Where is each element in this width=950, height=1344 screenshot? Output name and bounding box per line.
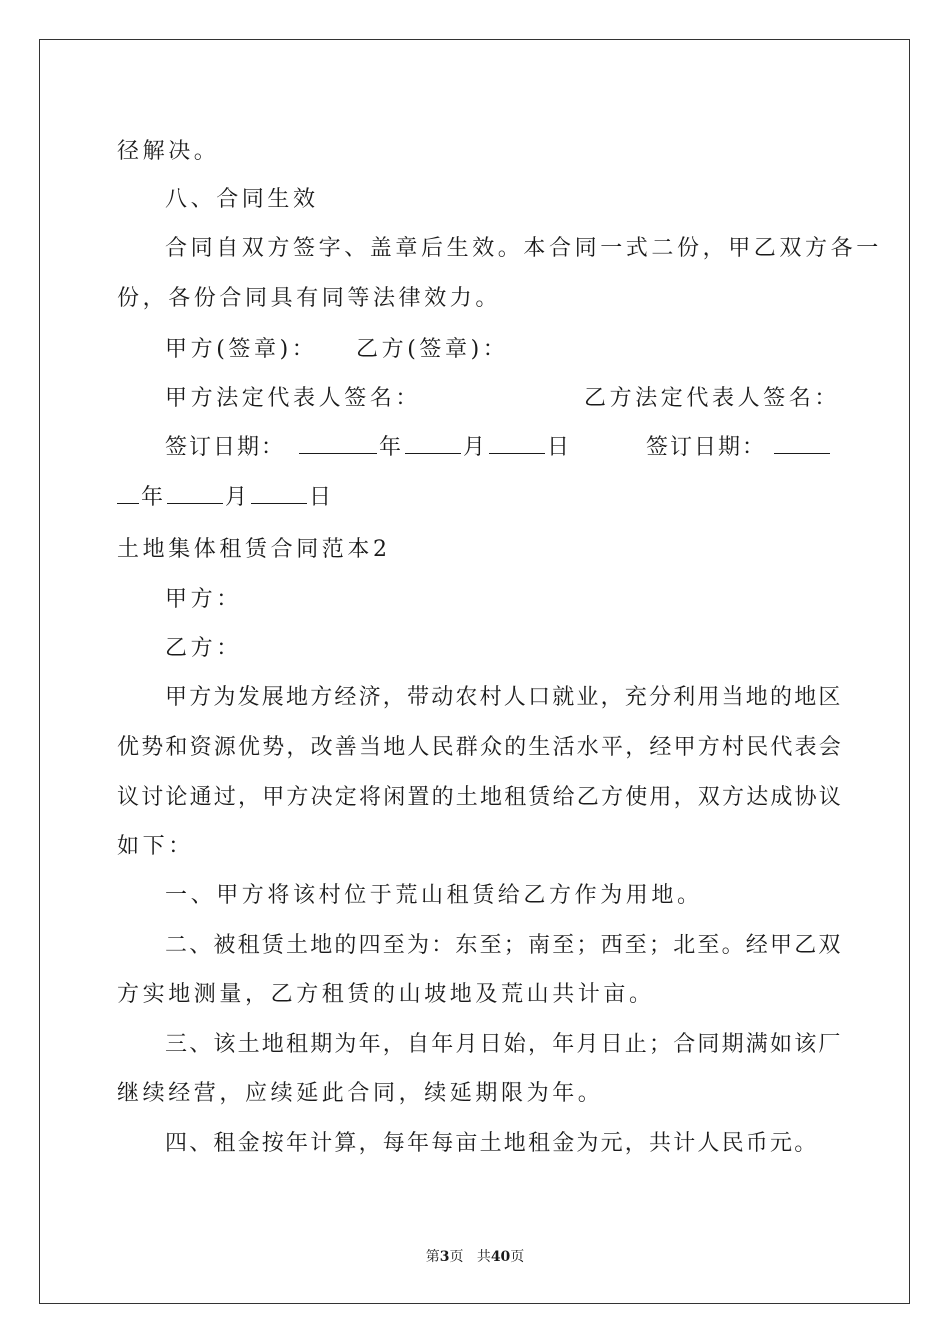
total-prefix: 共	[476, 1249, 491, 1265]
date-label: 签订日期：	[165, 435, 286, 460]
text-line: 如下：	[117, 834, 194, 859]
party-a-date-line	[165, 433, 571, 463]
party-a-signature-label: 甲方(签章)：	[165, 337, 318, 362]
text-line: 方实地测量，乙方租赁的山坡地及荒山共计亩。	[117, 982, 655, 1007]
party-b-label: 乙方：	[165, 636, 242, 661]
day-blank[interactable]	[489, 433, 545, 454]
total-suffix: 页	[510, 1249, 525, 1265]
text-line: 份，各份合同具有同等法律效力。	[117, 286, 502, 311]
clause-2: 二、被租赁土地的四至为：东至；南至；西至；北至。经甲乙双	[165, 933, 843, 958]
party-b-date-line	[646, 433, 832, 463]
year-label: 年	[379, 435, 404, 460]
day-label: 日	[547, 435, 572, 460]
text-line: 继续经营，应续延此合同，续延期限为年。	[117, 1081, 604, 1106]
page-prefix: 第	[425, 1249, 440, 1265]
section-heading: 八、合同生效	[165, 187, 319, 212]
party-a-label: 甲方：	[165, 587, 242, 612]
text-line: 合同自双方签字、盖章后生效。本合同一式二份，甲乙双方各一	[165, 236, 882, 261]
total-pages: 40	[490, 1249, 511, 1265]
month-blank[interactable]	[405, 433, 461, 454]
document-title: 土地集体租赁合同范本2	[117, 537, 391, 562]
text-line: 优势和资源优势，改善当地人民群众的生活水平，经甲方村民代表会	[117, 735, 844, 760]
party-b-representative-label: 乙方法定代表人签名：	[584, 386, 841, 411]
party-b-date-continuation	[117, 483, 333, 513]
month-label: 月	[463, 435, 488, 460]
page-footer	[0, 1247, 950, 1267]
clause-3: 三、该土地租期为年，自年月日始，年月日止；合同期满如该厂	[165, 1032, 843, 1057]
text-line: 甲方为发展地方经济，带动农村人口就业，充分利用当地的地区	[165, 685, 843, 710]
text-line: 议讨论通过，甲方决定将闲置的土地租赁给乙方使用，双方达成协议	[117, 785, 844, 810]
year-blank-end[interactable]	[117, 483, 139, 504]
party-a-representative-label: 甲方法定代表人签名：	[165, 386, 422, 411]
page-suffix: 页	[449, 1249, 464, 1265]
date-label: 签订日期：	[646, 435, 767, 460]
day-label: 日	[309, 485, 334, 510]
month-label: 月	[225, 485, 250, 510]
party-b-signature-label: 乙方(签章)：	[356, 337, 509, 362]
day-blank[interactable]	[251, 483, 307, 504]
month-blank[interactable]	[167, 483, 223, 504]
clause-1: 一、甲方将该村位于荒山租赁给乙方作为用地。	[165, 883, 703, 908]
text-line: 径解决。	[117, 139, 220, 164]
page-border	[39, 39, 910, 1304]
page-number: 3	[439, 1249, 450, 1265]
clause-4: 四、租金按年计算，每年每亩土地租金为元，共计人民币元。	[165, 1131, 819, 1156]
year-blank[interactable]	[299, 433, 377, 454]
year-label: 年	[141, 485, 166, 510]
year-blank-start[interactable]	[774, 433, 830, 454]
